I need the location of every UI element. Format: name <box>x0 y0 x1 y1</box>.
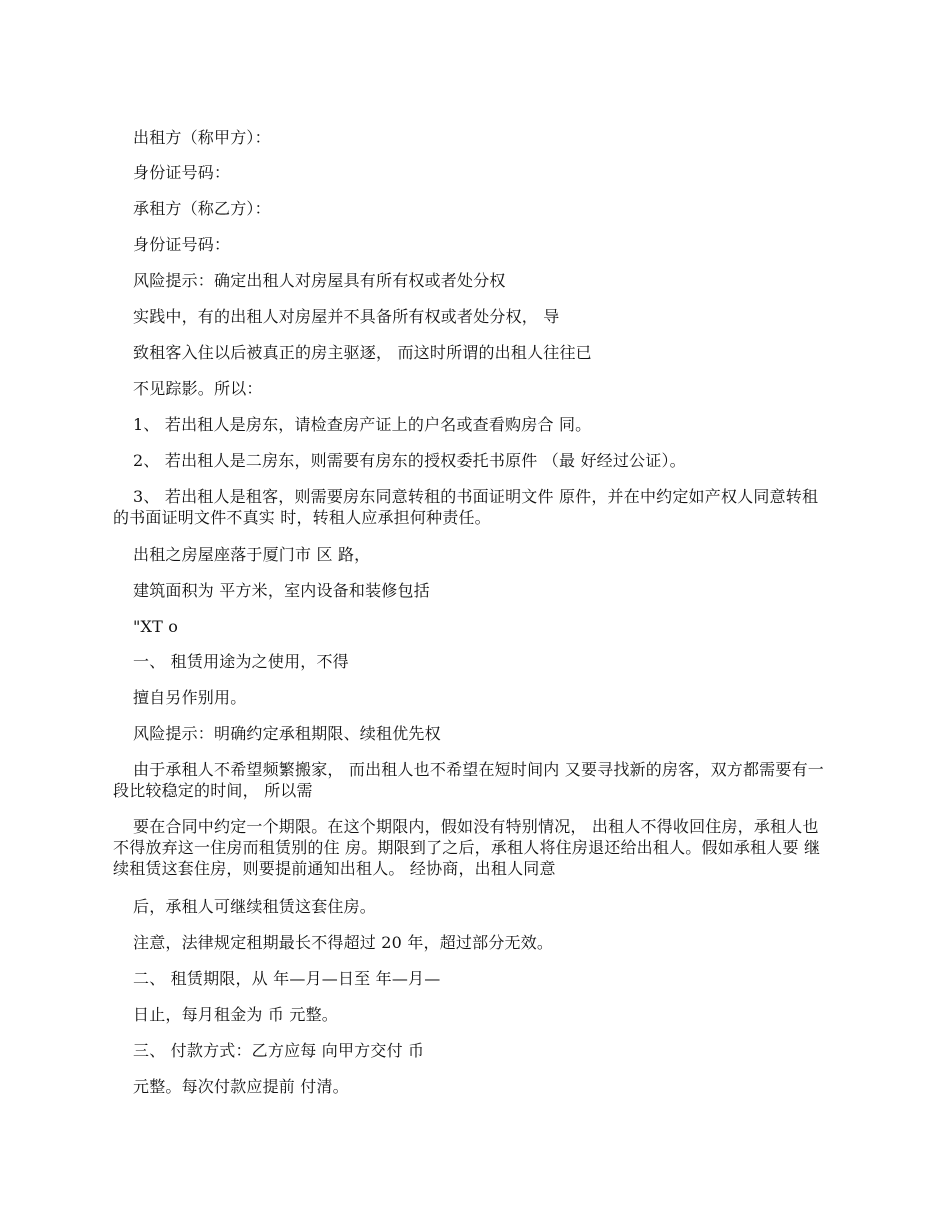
clause-1: 一、 租赁用途为之使用，不得 <box>133 652 349 671</box>
paragraph-term-agreement: 要在合同中约定一个期限。在这个期限内，假如没有特别情况， 出租人不得收回住房，承租人也不得放弃这一住房而租赁别的住 房。期限到了之后，承租人将住房退还给出租人。假如承租人要 继续租赁这套住房，则要提前通知出租人。 经协商，出租人同意 <box>113 817 821 878</box>
property-area: 建筑面积为 平方米，室内设备和装修包括 <box>133 581 430 600</box>
clause-1-continued: 擅自另作别用。 <box>133 688 247 707</box>
list-item-3: 3、 若出租人是租客，则需要房东同意转租的书面证明文件 原件，并在中约定如产权人同意转租的书面证明文件不真实 时，转租人应承担何种责任。 <box>113 487 819 527</box>
list-item-1: 1、 若出租人是房东，请检查房产证上的户名或查看购房合 同。 <box>133 415 592 434</box>
paragraph-stability: 由于承租人不希望频繁搬家， 而出租人也不希望在短时间内 又要寻找新的房客，双方都需要有一段比较稳定的时间， 所以需 <box>113 760 824 800</box>
clause-2: 二、 租赁期限，从 年—月—日至 年—月— <box>133 969 441 988</box>
risk-tip-term: 风险提示：明确约定承租期限、续租优先权 <box>133 724 441 743</box>
garbled-text: "XT o <box>133 617 179 636</box>
clause-3-continued: 元整。每次付款应提前 付清。 <box>133 1077 349 1096</box>
paragraph-practice: 实践中，有的出租人对房屋并不具备所有权或者处分权， 导 <box>133 307 560 326</box>
clause-2-continued: 日止，每月租金为 币 元整。 <box>133 1005 338 1024</box>
clause-3: 三、 付款方式：乙方应每 向甲方交付 币 <box>133 1041 425 1060</box>
paragraph-so: 不见踪影。所以： <box>133 379 263 398</box>
list-item-2: 2、 若出租人是二房东，则需要有房东的授权委托书原件 （最 好经过公证）。 <box>133 451 686 470</box>
paragraph-renewal: 后，承租人可继续租赁这套住房。 <box>133 897 377 916</box>
risk-tip-ownership: 风险提示：确定出租人对房屋具有所有权或者处分权 <box>133 271 506 290</box>
lessor-label: 出租方（称甲方）： <box>133 128 271 147</box>
lessee-label: 承租方（称乙方）： <box>133 199 271 218</box>
note-max-term: 注意，法律规定租期最长不得超过 20 年，超过部分无效。 <box>133 933 554 952</box>
lessor-id-label: 身份证号码： <box>133 163 231 182</box>
property-location: 出租之房屋座落于厦门市 区 路， <box>133 545 371 564</box>
lessee-id-label: 身份证号码： <box>133 235 231 254</box>
paragraph-evicted: 致租客入住以后被真正的房主驱逐， 而这时所谓的出租人往往已 <box>133 343 592 362</box>
